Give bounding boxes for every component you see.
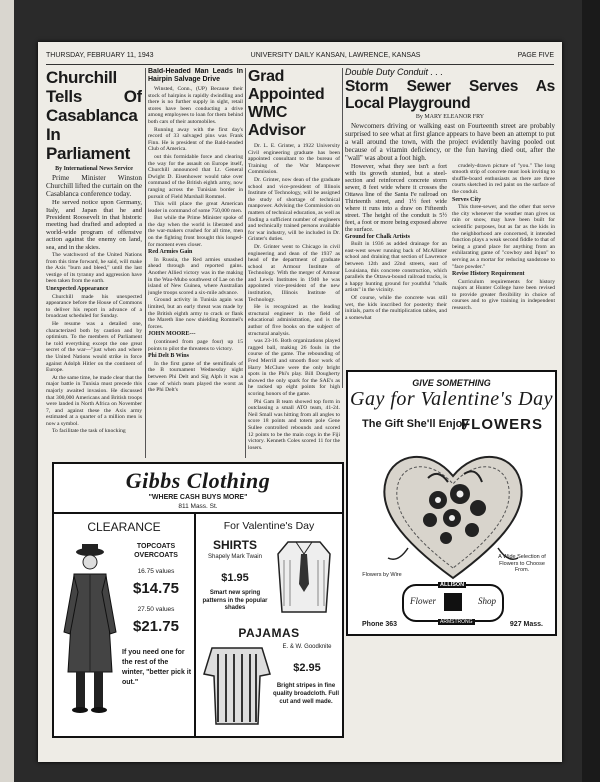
flowers-big: FLOWERS [461, 416, 543, 433]
churchill-p3: The watchword of the United Nations from this time forward, he said, will make the Axis "burn and bleed," until the last vestige of its tyranny and aggression have been taken from the earth. [46, 252, 142, 285]
gibbs-clothing-ad [52, 462, 344, 738]
gibbs-shirts: SHIRTS [212, 538, 257, 552]
gibbs-coats: TOPCOATS OVERCOATS [134, 543, 178, 559]
gibbs-price2: $21.75 [133, 618, 179, 635]
gibbs-pitch: If you need one for the rest of the winter, "better pick it out." [122, 649, 192, 686]
grad-p5: was 23-16. Both organizations played ragged ball, making 26 fouls in the course of the game. The rebounding of Fred Merrill and smooth floor work of Harry McClure were the only bright spots in the Phi's play. Bill Dougherty showed the only spark for the SAE's as he racked up eight points for high scoring honors of the game. [248, 338, 340, 397]
gibbs-pj-brand: E. & W. Goodknite [282, 644, 332, 650]
sewer-p2: However, what they see isn't a fort with its growth stunted, but a steel-section and reinforced concrete storm sewer, 8 feet wide where it crosses the Ottawa line of the Santa Fe railroad on Thirteenth street, and 1½ feet wide where it runs into a draw on Fifteenth street. The height of the conduit is 5½ feet, a foot or more being exposed above the surface. [345, 162, 447, 233]
hairpin-p3: out this formidable force and clearing the way for the assault on Europe itself, Churchill announced that Lt. General Dwight D. Eisenhower would take over command of the British eighth army, now ranging across the Tunisian border in pursuit of Field Marshall Rommel. [148, 153, 243, 200]
hairpin-p5: But while the Prime Minister spoke of the day when the world is liberated and the war-makers crushed for all time, men on the fighting front brought this longed-for moment even closer. [148, 215, 243, 248]
grad-p4: He is recognized as the leading structural engineer in the field of educational administration, and is the author of five books on the subject of structural analysis. [248, 304, 340, 337]
hairpin-headline: Bald-Headed Man Leads In Hairpin Salvage Drive [148, 68, 243, 83]
article-grad [248, 68, 340, 456]
gibbs-divider [54, 512, 342, 514]
sewer-p6: This three-sewer, and the other that serve the city whenever the weather man gives us rain or snow, may have been built for scientific purposes, but as far as the kids in the neighborhood are concerned, it intended function plays a weak second fiddle to that of being a grand place for anything from an exhilarating game of "cowboy and Injun" to serving as a mortar for reducing sandstone to "face powder." [452, 204, 555, 270]
grad-p3: Dr. Grinter went to Chicago in civil engineering and dean of the 1937 as head of the department of graduate school at Armour Institute of Technology. With the merger of Armour and Lewis Institutes in 1940 he was appointed vice-president of the new institution, Illinois Institute of Technology. [248, 243, 340, 303]
churchill-byline: By International News Service [55, 166, 133, 172]
flowers-selection: A Wide Selection of Flowers to Choose From. [498, 554, 546, 573]
churchill-lead: Prime Minister Winston Churchill lifted the curtain on the Casablanca conference today. [46, 173, 142, 198]
sewer-sub2: Serves City [452, 196, 482, 203]
allison-word1: Flower [410, 596, 436, 606]
gibbs-brand: Shapely Mark Twain [208, 554, 262, 560]
article-churchill [46, 68, 142, 456]
pajamas-illustration [202, 644, 272, 728]
gibbs-was1: 16.75 values [137, 568, 175, 575]
column-rule [245, 68, 246, 458]
flowers-top: GIVE SOMETHING [412, 378, 491, 388]
hairpin-p4: This will place the great American leader in command of some 750,000 men. [148, 201, 243, 214]
allison-mark [444, 593, 462, 611]
sewer-byline: By MARY ELEANOR FRY [415, 114, 485, 120]
hairpin-p1: Winsted, Conn., (UP) Because their stock of hairpins is rapidly dwindling and there is no further supply in sight, retail stores have been conducting a drive among employees to loan for them behind both cars of their automobiles. [148, 86, 243, 125]
overcoat-man-illustration [60, 542, 118, 722]
column-rule [145, 68, 146, 458]
binder-left-strip [0, 0, 14, 782]
gibbs-left-head: CLEARANCE [87, 520, 161, 534]
grad-p1: Dr. L. E. Grinter, a 1922 University Civil engineering graduate has been appointed consultant to the bureau of Training of the War Manpower Commission. [248, 143, 340, 176]
churchill-p5: He resume was a detailed one, characterized both by caution and by optimism. To the members of Parliament he told everything except the one great secret of the war—"just when and where the United Nations would strike in force against Adolph Hitler on the continent of Europe. [46, 320, 142, 374]
gibbs-center-divider [194, 512, 196, 736]
hairpin-p8: (continued from page four) up 15 points to pilot the threatens to victory. [148, 338, 243, 352]
hairpin-p2: Running away with the first day's record of 33 salvaged pins was Frank Finn. He is president of the Bald-headed Club of America. [148, 126, 243, 153]
sewer-sub3: Revise History Requirement [452, 271, 525, 278]
hairpin-p7: Ground activity in Tunisia again was limited, but an early threat was made by the British eighth army to crack or flank the Mareth line now shielding Rommel's forces. [148, 297, 243, 330]
binder-right-strip [582, 0, 600, 782]
flowers-script: Gay for Valentine's Day [350, 388, 553, 410]
allison-name: ALLISON [440, 582, 465, 588]
hairpin-p6: In Russia, the Red armies smashed ahead through and reported gains. Another Allied victory was in the making in the Wau-Mubo southwest of Lae on the island of New Guinea, where Australian jungle troops scored a six-mile advance. [148, 256, 243, 296]
header-date: THURSDAY, FEBRUARY 11, 1943 [46, 52, 154, 59]
gibbs-price1: $14.75 [133, 580, 179, 597]
flowers-addr: 927 Mass. [509, 621, 543, 628]
gibbs-shirt-price: $1.95 [221, 572, 249, 584]
header-page: PAGE FIVE [517, 52, 554, 59]
churchill-p6: At the same time, he made clear that the major battle in Tunisia must precede this majorly awaited invasion. He discussed that 300,000 Americans and British troops were landed in North Africa on November 7, and against these the Axis army estimated at a quarter of a million men is now a symbol. [46, 374, 142, 427]
allison-shop-logo [402, 582, 504, 625]
sewer-sub1: Ground for Chalk Artists [345, 233, 410, 240]
grad-headline: Grad Appointed WMC Advisor [248, 68, 325, 139]
hairpin-sub3: Phi Delt B Wins [148, 353, 189, 360]
gibbs-pj-desc: Bright stripes in fine quality broadcloth. Full cut and well made. [273, 683, 339, 705]
sewer-p4: Of course, while the concrete was still wet, the kids inscribed for posterity their initials, parts of the multiplication tables, and a somewhat [345, 294, 447, 321]
sewer-headline: Storm Sewer Serves As Local Playground [345, 78, 555, 112]
gibbs-address: 811 Mass. St. [178, 503, 218, 510]
flowers-wire: Flowers by Wire [362, 572, 402, 578]
flowers-gift: The Gift She'll Enjoy [362, 418, 469, 430]
hairpin-sub2: JOHN MOORE--- [148, 331, 196, 338]
gibbs-pajamas: PAJAMAS [238, 626, 300, 640]
churchill-p7: To facilitate the task of knocking [52, 428, 126, 435]
header-paper: UNIVERSITY DAILY KANSAN, LAWRENCE, KANSAS [250, 52, 421, 59]
page-header [46, 52, 554, 65]
sewer-p1: Newcomers driving or walking east on Fourteenth street are probably surprised to see what at first glance appears to have been an attempt to put a wall around the town, with the project evidently having pooled out because of a vitamin deficiency, or the fun having died out, after the "wall" was about a foot high. [345, 121, 555, 162]
article-hairpin [148, 68, 243, 456]
sewer-kicker: Double Duty Conduit . . . [345, 68, 444, 77]
churchill-p2: He served notice upon Germany, Italy, and Japan that he and President Roosevelt in that historic meeting had drafted and adopted a world-wide program of offensive action against the enemy on land, sea, and in the skies. [46, 199, 142, 251]
sewer-p7: Curriculum requirements for history majors at Hunter College have been revised to provide greater flexibility in choice of courses and to give training in independent research. [452, 278, 555, 312]
gibbs-shirt-desc: Smart new spring patterns in the popular shades [202, 590, 268, 611]
gibbs-title: Gibbs Clothing [125, 468, 271, 493]
shirt-illustration [274, 536, 334, 616]
hairpin-p9: In the first game of the semifinals of the B tournament Wednesday night between Phi Delt and Sig Alph it was a case of which team played the worst as the Phi Delt's [148, 360, 243, 394]
flowers-ad [346, 370, 557, 636]
churchill-headline: Churchill Tells Of Casablanca In Parliament [46, 68, 142, 163]
allison-word2: Shop [478, 596, 496, 606]
hairpin-sub1: Red Armies Gain [148, 249, 193, 256]
grad-p2: Dr. Grinter, now dean of the graduate school and vice-president of Illinois Institute of Technology, will be assigned the study of shortage of technical manpower. Advising the Commission on matters of technical education, as well as finding a sufficient number of engineers and technically trained persons available for war industry, will be included in Dr. Grinter's duties. [248, 176, 340, 243]
gibbs-was2: 27.50 values [137, 606, 175, 613]
flowers-phone: Phone 363 [362, 621, 398, 628]
gibbs-slogan: "WHERE CASH BUYS MORE" [148, 494, 248, 501]
sewer-p5: crudely-drawn picture of "you." The long smooth strip of concrete must look inviting to shuffle-board enthusiasts as there are three courts sketched in red paint on the surface of the conduit. [452, 162, 555, 195]
article-sewer [345, 68, 555, 368]
gibbs-right-head: For Valentine's Day [223, 520, 315, 532]
gibbs-pj-price: $2.95 [293, 662, 321, 674]
grad-p6: Phi Gam B team showed top form in outclassing a small ATO team, 41-24. Neil Small was hitting from all angles to score 18 points and totem pole Gene Sullee controlled rebounds and scored 12 points to be the main cogs in the Fiji victory. Kenneth Coles scored 11 for the losers. [248, 398, 340, 451]
churchill-sub1: Unexpected Appearance [46, 286, 109, 293]
allison-sub: ARMSTRONG [440, 619, 473, 625]
churchill-p4: Churchill made his unexpected appearance before the House of Commons to deliver his report in advance of a broadcast scheduled for Sunday. [46, 293, 142, 320]
sewer-p3: Built in 1936 as added drainage for an east-west sewer running back of McAllister school and draining that section of Lawrence between 12th and 22nd streets, east of Louisiana, this concrete construction, which parallels the Ottawa-bound railroad tracks, is a happy hunting ground for youthful "chalk artists" in the vicinity. [345, 241, 447, 294]
newspaper-page [38, 42, 562, 762]
column-rule [342, 68, 343, 388]
